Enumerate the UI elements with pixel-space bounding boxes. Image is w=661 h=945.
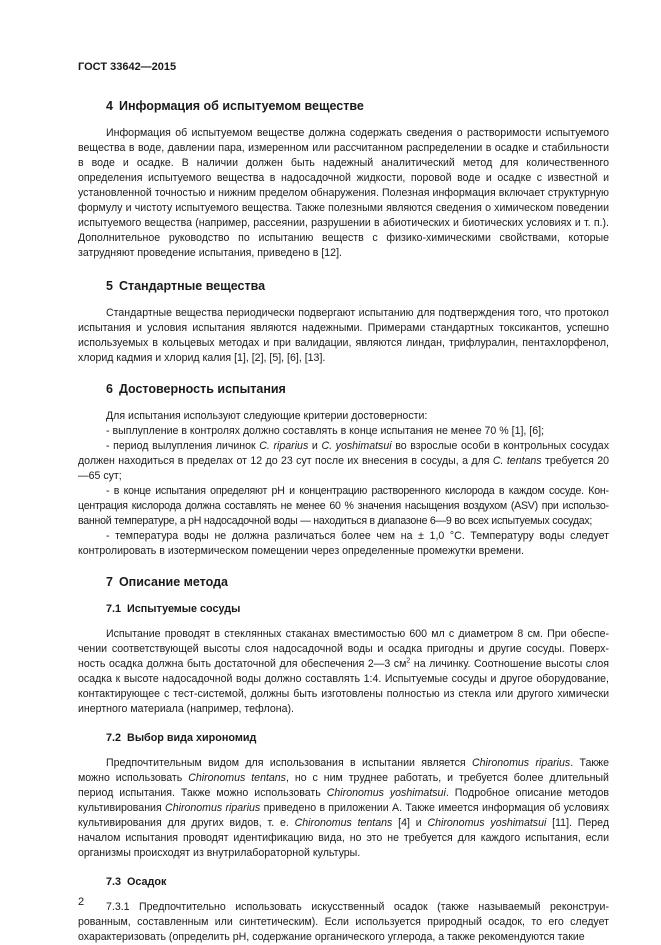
text-run: - период вылупления личинок bbox=[106, 440, 260, 452]
text-run: приведено в приложении А. Также имеется информация об условиях культивирования для других видов, т. е. bbox=[78, 802, 609, 829]
species-name: Chironomus riparius bbox=[165, 802, 261, 814]
species-name: Chironomus tentans bbox=[294, 817, 393, 829]
section-6 bbox=[78, 382, 609, 559]
section-4 bbox=[78, 99, 609, 261]
document-id: ГОСТ 33642—2015 bbox=[78, 61, 177, 73]
page-number: 2 bbox=[78, 896, 85, 908]
criteria-item bbox=[78, 439, 609, 484]
section-number: 6 bbox=[106, 382, 113, 396]
section-number: 7 bbox=[106, 575, 113, 589]
species-name: Chironomus tentans bbox=[188, 772, 286, 784]
section-7-heading bbox=[78, 575, 609, 590]
subsection-number: 7.1 bbox=[106, 603, 122, 615]
subsection-7-1 bbox=[78, 602, 609, 717]
subsection-paragraph bbox=[78, 756, 609, 861]
subsection-paragraph bbox=[78, 627, 609, 717]
subsection-title: Выбор вида хирономид bbox=[127, 732, 257, 744]
subsection-number: 7.3 bbox=[106, 876, 122, 888]
text-run: . Подробное описание методов культивирования bbox=[78, 787, 609, 814]
section-title: Описание метода bbox=[118, 575, 228, 589]
text-run: [11]. Перед началом испытания проводят идентификацию вида, но это не требуется для каждого испытания, если организмы происходят из внутрилабораторной культуры. bbox=[78, 817, 610, 859]
section-5 bbox=[78, 279, 609, 366]
species-name: Chironomus riparius bbox=[471, 757, 571, 769]
subsection-heading bbox=[78, 875, 609, 890]
text-run: Предпочтительным видом для использования в испытании является bbox=[106, 757, 472, 769]
subsection-heading bbox=[78, 602, 609, 617]
criteria-item: - выплупление в контролях должно составлять в конце испытания не менее 70 % [1], [6]; bbox=[106, 425, 545, 437]
subsection-title: Испытуемые сосуды bbox=[127, 603, 241, 615]
section-7 bbox=[78, 575, 609, 945]
section-4-paragraph: Информация об испытуемом веществе должна содержать сведения о растворимости испытуемого вещества в воде, давлении пара, измеренном или рассчитанном распределении в осадке и стабильности в воде и осадке. В наличии должен быть надежный аналитический метод для количественного определения испытуемого вещества в надосадочной жидкости, поровой воде и осадке с известной и установленной точностью и нижним пределом обнаружения. Полезная информация включает структурную формулу и чистоту испытуемого вещества. Также полезными являются сведения о химическом поведении испытуемого вещества (например, рассеянии, разрушении в абиотических и биотических условиях и т. п.). Дополнительное руководство по испытанию веществ с физико-химическими свойствами, которые затрудняют проведение испытания, приведено в [12]. bbox=[78, 127, 609, 259]
text-run: . Также можно использовать bbox=[78, 757, 609, 784]
section-4-heading bbox=[78, 99, 609, 114]
species-name: C. tentans bbox=[492, 455, 542, 467]
species-name: C. yoshimatsui bbox=[321, 440, 392, 452]
section-6-heading bbox=[78, 382, 609, 397]
species-name: Chironomus yoshimatsui bbox=[326, 787, 446, 799]
criteria-intro: Для испытания используют следующие критерии достоверности: bbox=[106, 410, 428, 422]
text-run: [4] и bbox=[392, 817, 428, 829]
subsection-7-2 bbox=[78, 731, 609, 861]
text-run: во взрослые особи в контрольных сосудах должен находиться в пределах от 12 до 23 сут после их внесения в сосуды, а для bbox=[78, 440, 609, 467]
section-number: 5 bbox=[106, 279, 113, 293]
section-5-heading bbox=[78, 279, 609, 294]
subsection-number: 7.2 bbox=[106, 732, 122, 744]
section-title: Стандартные вещества bbox=[118, 279, 266, 293]
superscript: 2 bbox=[406, 657, 411, 665]
subsection-title: Осадок bbox=[127, 876, 167, 888]
species-name: C. riparius bbox=[259, 440, 309, 452]
section-5-paragraph: Стандартные вещества периодически подвергают испытанию для подтверждения того, что протокол испытания и условия испытания являются надежными. Примерами стандартных токсикантов, успешно используемых в кольцевых методах и при валидации, являются линдан, трифлуралин, пентахлорфенол, хлорид кадмия и хлорид калия [1], [2], [5], [6], [13]. bbox=[78, 307, 609, 364]
species-name: Chironomus yoshimatsui bbox=[427, 817, 547, 829]
text-run: и bbox=[308, 440, 322, 452]
criteria-item: - температура воды не должна различаться более чем на ± 1,0 °С. Температуру воды следует контролировать в изотермическом помещении через определенные промежутки времени. bbox=[78, 530, 609, 557]
section-title: Достоверность испытания bbox=[118, 382, 286, 396]
text-run: на личинку. Соотношение высоты слоя осадка к высоте надосадочной воды должно составлять 1:4. Испытуемые сосуды и другое оборудование, контактирующее с тест-системой, должны быть изготовлены полностью из стекла или другого химически инертного материала (например, тефлона). bbox=[78, 658, 609, 715]
text-run: , но с ним труднее работать, и требуется более длительный период испытания. Также можно использовать bbox=[78, 772, 609, 799]
text-run: Испытание проводят в стеклянных стаканах вместимостью 600 мл с диаметром 8 см. При обеспечении соответствующей высоты слоя надосадочной воды и осадка пригодны и другие сосуды. Поверхность осадка должна быть достаточной для обеспечения 2—3 см bbox=[78, 628, 609, 670]
text-run: требуется 20—65 сут; bbox=[78, 455, 609, 482]
subsection-heading bbox=[78, 731, 609, 746]
subsection-paragraph: 7.3.1 Предпочтительно использовать искусственный осадок (также называемый реконструированным, составленным или синтетическим). Если используется природный осадок, то его следует охарактеризовать (определить pH, содержание органического углерода, а также рекомендуются такие bbox=[78, 901, 609, 943]
section-number: 4 bbox=[106, 99, 113, 113]
criteria-item: - в конце испытания определяют pH и концентрацию растворенного кислорода в каждом сосуде. Концентрация кислорода должна составлять не менее 60 % значения насыщения воздухом (ASV) при использованной температуре, а pH надосадочной воды — находиться в диапазоне 6—9 во всех испытуемых сосудах; bbox=[78, 485, 609, 527]
section-title: Информация об испытуемом веществе bbox=[118, 99, 364, 113]
